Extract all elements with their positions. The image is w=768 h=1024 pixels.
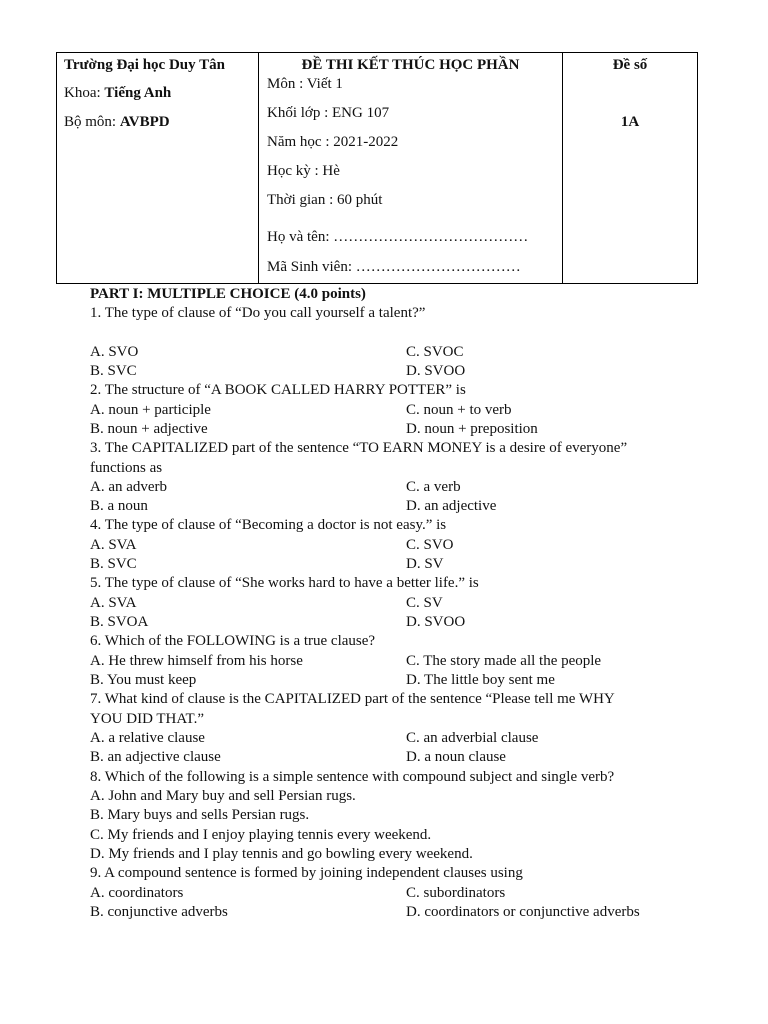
question-stem: 2. The structure of “A BOOK CALLED HARRY POTTER” is [90,382,466,398]
question-stem: 6. Which of the FOLLOWING is a true clause? [90,633,376,649]
option-d: D. SVOO [406,363,466,379]
option-c: C. SV [406,595,443,611]
question-stem-cont: functions as [90,460,163,476]
option-c: C. subordinators [406,885,506,901]
student-id-field: Mã Sinh viên: …………………………… [267,259,521,275]
option-a: A. SVO [90,344,139,360]
school-year: Năm học : 2021-2022 [267,134,399,150]
part-title: PART I: MULTIPLE CHOICE (4.0 points) [90,286,366,302]
department: Bộ môn: AVBPD [64,114,170,130]
question-stem: 3. The CAPITALIZED part of the sentence “TO EARN MONEY is a desire of everyone” [90,440,628,456]
exam-time: Thời gian : 60 phút [267,192,383,208]
option-d: D. SV [406,556,444,572]
option-a: A. an adverb [90,479,168,495]
school-name: Trường Đại học Duy Tân [64,57,225,73]
option-c: C. SVOC [406,344,464,360]
option-b: B. You must keep [90,672,197,688]
option-d: D. a noun clause [406,749,506,765]
faculty: Khoa: Tiếng Anh [64,85,172,101]
subject: Môn : Viết 1 [267,76,343,92]
exam-code-value: 1A [620,114,640,130]
option-d: D. SVOO [406,614,466,630]
option-b: B. a noun [90,498,148,514]
option-d: D. noun + preposition [406,421,538,437]
option-d: D. coordinators or conjunctive adverbs [406,904,640,920]
exam-title: ĐỀ THI KẾT THÚC HỌC PHẦN [301,57,520,73]
option-c: C. a verb [406,479,461,495]
option-d: D. The little boy sent me [406,672,555,688]
option-b: B. SVC [90,556,137,572]
school-cell [57,53,259,283]
option-a: A. He threw himself from his horse [90,653,303,669]
question-stem: 7. What kind of clause is the CAPITALIZED part of the sentence “Please tell me WHY [90,691,615,707]
option-b: B. Mary buys and sells Persian rugs. [90,807,310,823]
option-a: A. John and Mary buy and sell Persian rugs. [90,788,356,804]
option-c: C. noun + to verb [406,402,512,418]
option-d: D. My friends and I play tennis and go bowling every weekend. [90,846,473,862]
exam-header-table [56,52,698,284]
question-stem: 9. A compound sentence is formed by joining independent clauses using [90,865,523,881]
option-a: A. SVA [90,595,137,611]
option-c: C. SVO [406,537,454,553]
option-d: D. an adjective [406,498,497,514]
option-a: A. noun + participle [90,402,211,418]
option-a: A. coordinators [90,885,184,901]
semester: Học kỳ : Hè [267,163,340,179]
class: Khối lớp : ENG 107 [267,105,390,121]
option-b: B. an adjective clause [90,749,221,765]
question-stem: 8. Which of the following is a simple sentence with compound subject and single verb? [90,769,615,785]
option-a: A. a relative clause [90,730,205,746]
option-c: C. My friends and I enjoy playing tennis every weekend. [90,827,432,843]
student-name-field: Họ và tên: ………………………………… [267,229,529,245]
option-b: B. noun + adjective [90,421,208,437]
option-c: C. an adverbial clause [406,730,539,746]
option-b: B. SVOA [90,614,149,630]
question-stem: 4. The type of clause of “Becoming a doctor is not easy.” is [90,517,447,533]
exam-info-cell [259,53,563,283]
question-stem: 5. The type of clause of “She works hard to have a better life.” is [90,575,479,591]
option-b: B. conjunctive adverbs [90,904,228,920]
exam-code-cell [563,53,697,283]
option-b: B. SVC [90,363,137,379]
question-stem: 1. The type of clause of “Do you call yourself a talent?” [90,305,426,321]
question-stem-cont: YOU DID THAT.” [90,711,205,727]
exam-code-label: Đề số [612,57,648,73]
option-c: C. The story made all the people [406,653,602,669]
option-a: A. SVA [90,537,137,553]
